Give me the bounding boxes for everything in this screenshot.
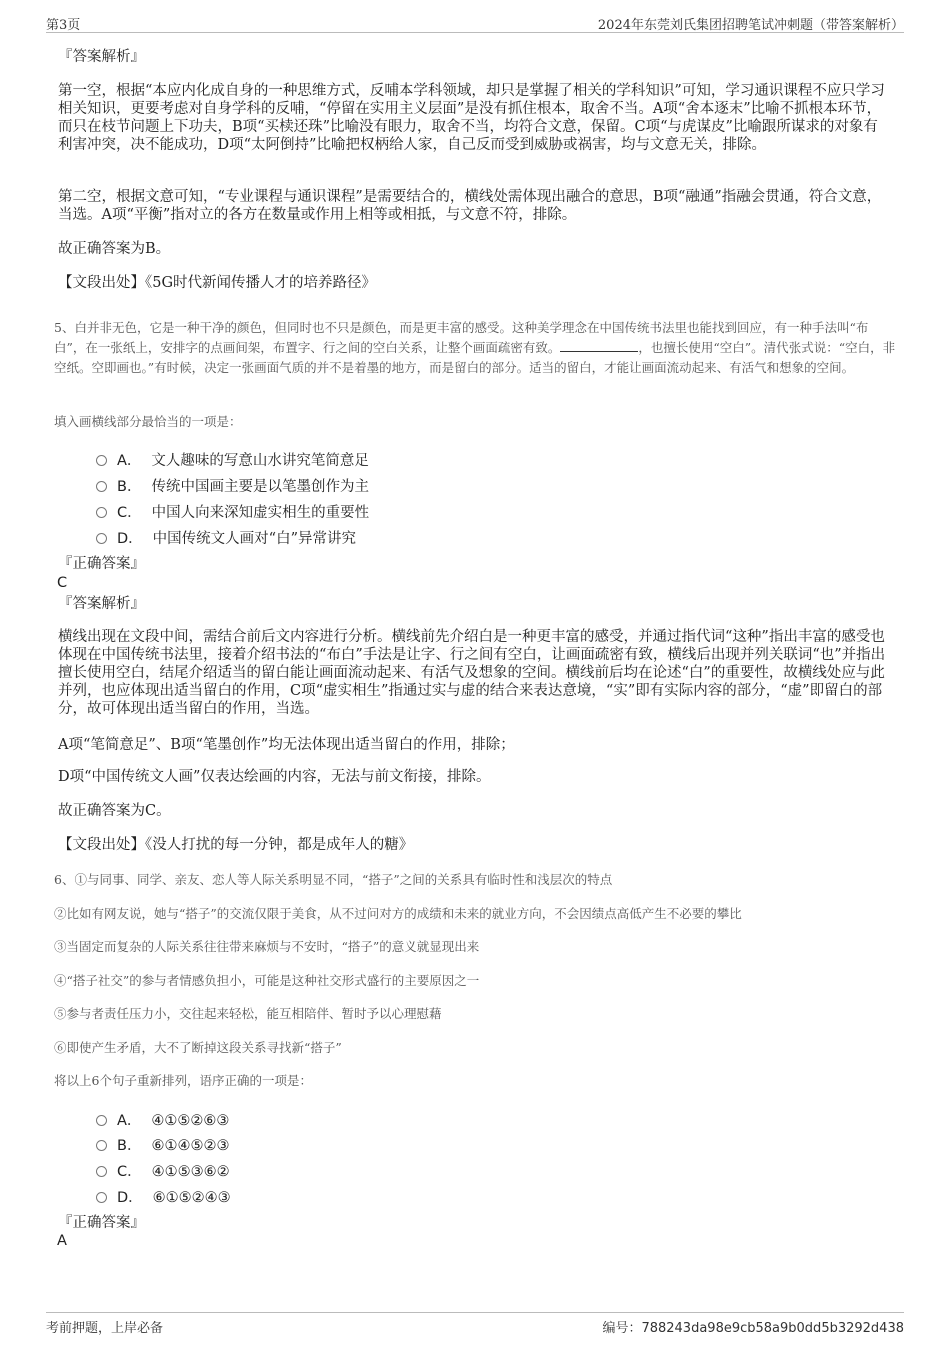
q5-prompt: 填入画横线部分最恰当的一项是： xyxy=(54,414,242,429)
q5-answer: C xyxy=(57,575,68,591)
q6-option-a[interactable]: A． ④①⑤②⑥③ xyxy=(96,1109,229,1130)
q5-source: 【文段出处】《没人打扰的每一分钟，都是成年人的糖》 xyxy=(58,837,414,853)
footer-serial: 编号：788243da98e9cb58a9b0dd5b3292d438 xyxy=(602,1321,904,1336)
q4-source: 【文段出处】《5G时代新闻传播人才的培养路径》 xyxy=(58,275,377,291)
q5-stem: 5、白并非无色，它是一种干净的颜色，但同时也不只是颜色，而是更丰富的感受。这种美学理念在中国传统书法里也能找到回应，有一种手法叫“布白”，在一张纸上，安排字的点画间架，布置字、行之间的空白关系，让整个画面疏密有致。 ，也擅长使用“空白”。清代张式说：“空白，非空纸。空即画也。”有时候，决定一张画面气质的并不是着墨的地方，而是留白的部分。适当的留白，才能让画面流动起来、有活气和想象的空间。 xyxy=(54,320,896,375)
radio-button[interactable] xyxy=(96,507,107,518)
q6-prompt: 将以上6个句子重新排列，语序正确的一项是： xyxy=(54,1073,312,1088)
q6-sentence-6: ⑥即使产生矛盾，大不了断掉这段关系寻找新“搭子” xyxy=(54,1040,342,1055)
q6-sentence-2: ②比如有网友说，她与“搭子”的交流仅限于美食，从不过问对方的成绩和未来的就业方向，不会因绩点高低产生不必要的攀比 xyxy=(54,906,742,921)
q5-answer-label: 『正确答案』 xyxy=(58,556,145,572)
footer-slogan: 考前押题，上岸必备 xyxy=(46,1321,164,1336)
radio-button[interactable] xyxy=(96,481,107,492)
q5-analysis-label: 『答案解析』 xyxy=(58,596,145,612)
q5-conclusion: 故正确答案为C。 xyxy=(58,803,171,819)
document-title: 2024年东莞刘氏集团招聘笔试冲刺题（带答案解析） xyxy=(597,18,904,33)
q6-option-b[interactable]: B． ⑥①④⑤②③ xyxy=(96,1134,229,1155)
q4-conclusion: 故正确答案为B。 xyxy=(58,241,171,257)
fill-in-blank xyxy=(560,339,638,352)
q6-option-d[interactable]: D． ⑥①⑤②④③ xyxy=(96,1186,231,1207)
q6-sentence-5: ⑤参与者责任压力小，交往起来轻松，能互相陪伴、暂时予以心理慰藉 xyxy=(54,1006,442,1021)
q5-option-d[interactable]: D． 中国传统文人画对“白”异常讲究 xyxy=(96,527,356,548)
radio-button[interactable] xyxy=(96,455,107,466)
q4-analysis-para2: 第二空，根据文意可知，“专业课程与通识课程”是需要结合的，横线处需体现出融合的意思，B项“融通”指融会贯通，符合文意，当选。A项“平衡”指对立的各方在数量或作用上相等或相抵，与文意不符，排除。 xyxy=(58,189,882,223)
q6-sentence-1: 6、①与同事、同学、亲友、恋人等人际关系明显不同，“搭子”之间的关系具有临时性和浅层次的特点 xyxy=(54,872,613,887)
page-footer xyxy=(46,1312,904,1337)
q4-analysis-para1: 第一空，根据“本应内化成自身的一种思维方式，反哺本学科领域，却只是掌握了相关的学科知识”可知，学习通识课程不应只学习相关知识，更要考虑对自身学科的反哺，“停留在实用主义层面”是没有抓住根本，取舍不当。A项“舍本逐末”比喻不抓根本环节，而只在枝节问题上下功夫，B项“买椟还珠”比喻没有眼力，取舍不当，均符合文意，保留。C项“与虎谋皮”比喻跟所谋求的对象有利害冲突，决不能成功，D项“太阿倒持”比喻把权柄给人家，自己反而受到威胁或祸害，均与文意无关，排除。 xyxy=(58,83,885,153)
q6-sentence-4: ④“搭子社交”的参与者情感负担小，可能是这种社交形式盛行的主要原因之一 xyxy=(54,973,480,988)
q5-option-a[interactable]: A． 文人趣味的写意山水讲究笔简意足 xyxy=(96,449,369,470)
q5-analysis-para2: A项“笔简意足”、B项“笔墨创作”均无法体现出适当留白的作用，排除； xyxy=(58,737,515,753)
page-number: 第3页 xyxy=(46,18,81,33)
radio-button[interactable] xyxy=(96,1166,107,1177)
radio-button[interactable] xyxy=(96,1115,107,1126)
radio-button[interactable] xyxy=(96,533,107,544)
radio-button[interactable] xyxy=(96,1140,107,1151)
q4-analysis-label: 『答案解析』 xyxy=(58,49,145,65)
page-header xyxy=(46,10,904,33)
q5-analysis-para3: D项“中国传统文人画”仅表达绘画的内容，无法与前文衔接，排除。 xyxy=(58,769,491,785)
q5-option-b[interactable]: B． 传统中国画主要是以笔墨创作为主 xyxy=(96,475,369,496)
q5-option-c[interactable]: C． 中国人向来深知虚实相生的重要性 xyxy=(96,501,369,522)
q6-option-c[interactable]: C． ④①⑤③⑥② xyxy=(96,1160,230,1181)
q6-sentence-3: ③当固定而复杂的人际关系往往带来麻烦与不安时，“搭子”的意义就显现出来 xyxy=(54,939,480,954)
q6-answer: A xyxy=(57,1233,67,1249)
q6-answer-label: 『正确答案』 xyxy=(58,1215,145,1231)
radio-button[interactable] xyxy=(96,1192,107,1203)
q5-analysis-para1: 横线出现在文段中间，需结合前后文内容进行分析。横线前先介绍白是一种更丰富的感受，并通过指代词“这种”指出丰富的感受也体现在中国传统书法里，接着介绍书法的“布白”手法是让字、行之间有空白，让画面疏密有致，横线后出现并列关联词“也”并指出擅长使用空白，结尾介绍适当的留白能让画面流动起来、有活气及想象的空间。横线前后均在论述“白”的重要性，故横线处应与此并列，也应体现出适当留白的作用，C项“虚实相生”指通过实与虚的结合来表达意境，“实”即有实际内容的部分，“虚”即留白的部分，故可体现出适当留白的作用，当选。 xyxy=(58,629,886,717)
